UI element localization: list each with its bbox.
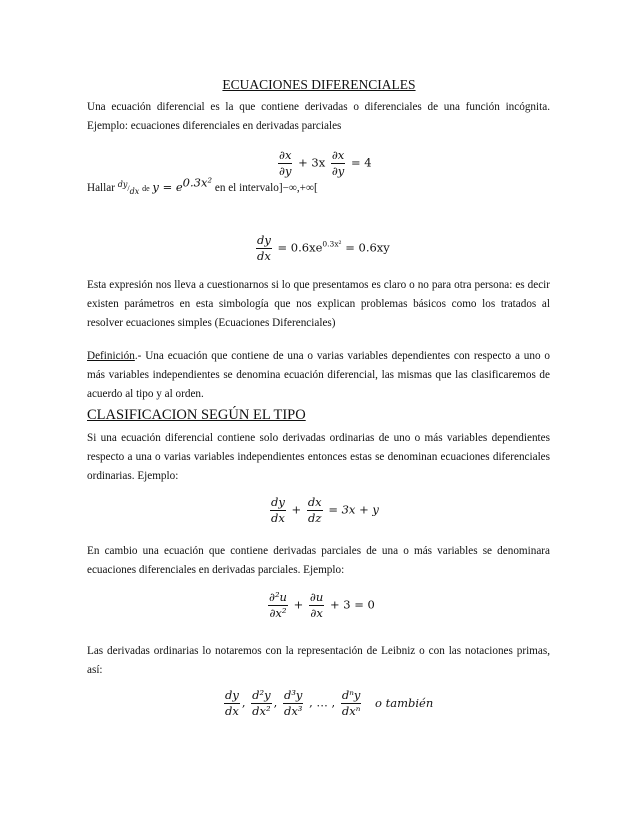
fraction: $\frac{\partial u}{\partial x}$: [309, 590, 324, 620]
equation-leibniz-notation: $\frac{dy}{dx}$ , $\frac{\text{d²y}}{\text{dx²}}$ , $\frac{\text{d³y}}{\text{dx³}}$ , … , $\frac{\text{dⁿy}}{\text{dxⁿ}}$ o también: [225, 688, 434, 718]
paragraph-partial: En cambio una ecuación que contiene derivadas parciales de una o más variables se denominara ecuaciones diferenciales en derivadas parciales. Ejemplo:: [87, 545, 550, 576]
plus-sign: +: [291, 502, 302, 517]
paragraph-ordinary: Si una ecuación diferencial contiene solo derivadas ordinarias de uno o más variables dependientes respecto a una o varias variables independientes entonces estas se denominan ecuaciones diferenciales ordinarias. Ejemplo:: [87, 432, 550, 482]
fraction: $\frac{\partial x}{\partial y}$: [331, 148, 345, 178]
equation-derivative-result: [254, 233, 390, 264]
fraction: $\frac{\partial x}{\partial y}$: [279, 148, 292, 178]
fraction: $\frac{dy}{dx}$: [271, 495, 285, 525]
de-word: de: [142, 184, 150, 193]
equation-term: = 0.6xe: [277, 240, 323, 255]
interval-text: en el intervalo]−∞,+∞[: [214, 182, 318, 194]
fraction: $\frac{\text{∂²u}}{\text{∂x²}}$: [269, 590, 287, 620]
equation-ordinary-example: [268, 495, 379, 526]
fraction: $\frac{dy}{dx}$: [257, 233, 271, 263]
definition-text: .- Una ecuación que contiene de una o varias variables dependientes con respecto a uno o más variables independientes se denomina ecuación diferencial, las mismas que las clasificaremos de acuerdo al tipo y al orden.: [87, 350, 550, 400]
intro-paragraph: Una ecuación diferencial es la que contiene derivadas o diferenciales de una función incógnita. Ejemplo: ecuaciones diferenciales en derivadas parciales: [87, 101, 550, 132]
equation-rhs: = 3x + y: [328, 502, 379, 517]
equation-term: + 3x: [298, 155, 326, 170]
exponent: 0.3x²: [182, 175, 213, 190]
dy-dx-inline: dy: [117, 180, 128, 189]
fraction: $\frac{\text{d²y}}{\text{dx²}}$: [252, 688, 271, 718]
function-y: y = e: [152, 180, 183, 194]
hallar-word: Hallar: [87, 182, 115, 194]
plus-sign: +: [293, 597, 304, 612]
ellipsis: , … ,: [309, 695, 336, 710]
paragraph-expression: Esta expresión nos lleva a cuestionarnos si lo que presentamos es claro o no para otra persona: es decir existen parámetros en esta simbología que nos explican problemas básicos como los tratados al resolver ecuaciones simples (Ecuaciones Diferenciales): [87, 279, 550, 329]
exponent: 0.3x²: [322, 239, 342, 249]
hallar-line: Hallar $^{dy}/_{dx}$ de $y = e^{0.3x^2}$ en el intervalo]−∞,+∞[: [87, 175, 318, 196]
equation-partial-example: [276, 148, 372, 179]
page-title: ECUACIONES DIFERENCIALES: [222, 77, 416, 92]
fraction: $\frac{\text{d³y}}{\text{dx³}}$: [283, 688, 303, 718]
fraction: $\frac{dy}{dx}$: [225, 688, 239, 718]
fraction: $\frac{\text{dⁿy}}{\text{dxⁿ}}$: [341, 688, 361, 718]
equation-rhs: = 0.6xy: [345, 240, 390, 255]
equation-rhs: = 4: [350, 155, 372, 170]
definition-paragraph: [87, 347, 550, 404]
section-heading: CLASIFICACION SEGÚN EL TIPO: [87, 407, 306, 423]
o-tambien: o también: [375, 695, 434, 710]
equation-partial-second: [266, 590, 375, 621]
paragraph-leibniz: Las derivadas ordinarias lo notaremos con la representación de Leibniz o con las notaciones primas, así:: [87, 645, 550, 676]
fraction: $\frac{dx}{dz}$: [307, 495, 322, 525]
equation-rhs: + 3 = 0: [329, 597, 375, 612]
definition-label: Definición: [87, 350, 135, 362]
